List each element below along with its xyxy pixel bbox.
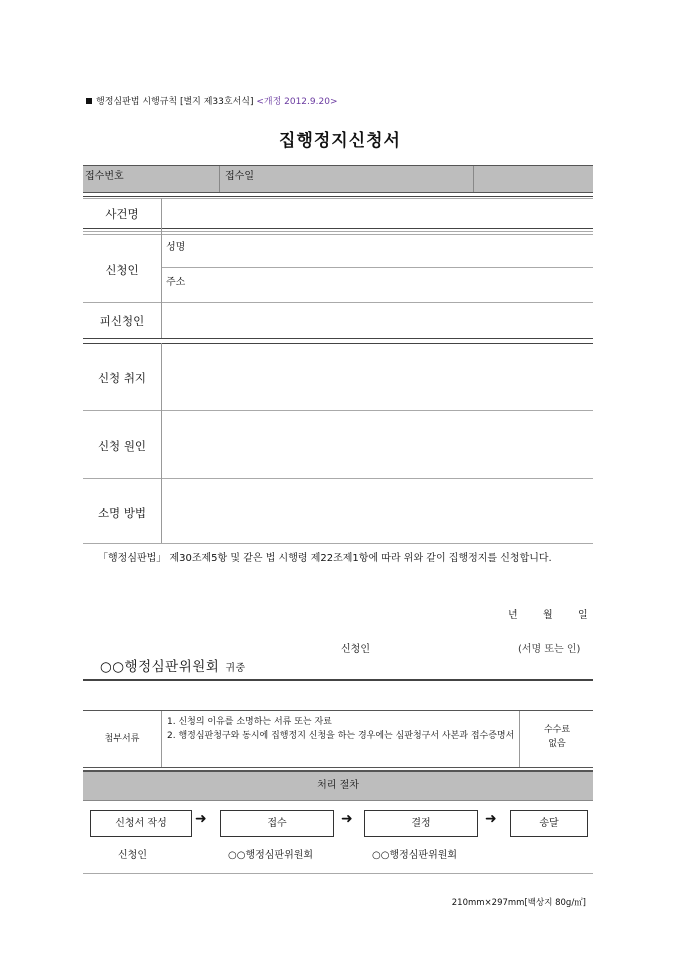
step-decision: 결정 (364, 810, 478, 837)
procedure-header: 처리 절차 (83, 770, 593, 801)
divider (83, 543, 593, 544)
case-name-label: 사건명 (105, 207, 139, 221)
square-bullet-icon (86, 98, 92, 104)
divider (83, 231, 593, 232)
divider (161, 711, 162, 767)
committee-addressee (100, 655, 246, 675)
divider (161, 343, 162, 543)
cause-label: 신청 원인 (97, 439, 147, 453)
applicant-label: 신청인 (105, 263, 139, 277)
divider (83, 338, 593, 339)
fee-label: 수수료 (543, 725, 571, 735)
step-reception: 접수 (220, 810, 334, 837)
divider (473, 166, 474, 192)
purpose-label: 신청 취지 (97, 371, 147, 385)
application-statement: 「행정심판법」 제30조제5항 및 같은 법 시행령 제22조제1항에 따라 위와 같이 집행정지를 신청합니다. (98, 553, 552, 564)
divider (161, 198, 162, 338)
actor-committee: ○○행정심판위원회 (372, 850, 458, 861)
date-month: 월 (543, 610, 553, 621)
divider (83, 679, 593, 681)
paper-spec: 210mm×297mm[백상지 80g/㎡] (451, 898, 586, 908)
step-delivery: 송달 (510, 810, 588, 837)
divider (83, 343, 593, 344)
divider (83, 873, 593, 874)
document-title: 집행정지신청서 (279, 131, 401, 151)
date-day: 일 (578, 610, 588, 621)
committee-name: ○○행정심판위원회 (100, 659, 220, 675)
divider (83, 196, 593, 197)
arrow-right-icon: ➜ (485, 811, 497, 827)
arrow-right-icon: ➜ (195, 811, 207, 827)
form-reference-note (86, 94, 337, 107)
divider (161, 267, 593, 268)
divider (83, 228, 593, 229)
reception-bar (83, 165, 593, 193)
attachment-item: 2. 행정심판청구와 동시에 집행정지 신청을 하는 경우에는 심판청구서 사본과 접수증명서 (167, 731, 515, 741)
divider (83, 478, 593, 479)
committee-suffix: 귀중 (225, 663, 246, 674)
attachments-list (167, 715, 517, 743)
actor-committee: ○○행정심판위원회 (228, 850, 314, 861)
signature-label: 신청인 (341, 644, 370, 655)
date-year: 년 (508, 610, 518, 621)
reception-number-label: 접수번호 (85, 171, 124, 182)
proof-label: 소명 방법 (97, 506, 147, 520)
divider (519, 711, 520, 767)
attachments-label: 첨부서류 (104, 734, 140, 744)
fee-value: 없음 (548, 739, 566, 749)
reception-date-label: 접수일 (225, 171, 254, 182)
signature-hint: (서명 또는 인) (518, 644, 581, 655)
divider (83, 234, 593, 235)
step-write-application: 신청서 작성 (90, 810, 192, 837)
divider (83, 302, 593, 303)
arrow-right-icon: ➜ (341, 811, 353, 827)
form-reference-text: 행정심판법 시행규칙 [별지 제33호서식] (96, 97, 254, 107)
divider (83, 410, 593, 411)
respondent-label: 피신청인 (99, 314, 145, 328)
fee-cell (521, 723, 593, 751)
actor-applicant: 신청인 (118, 850, 147, 861)
divider (219, 166, 220, 192)
applicant-name-label: 성명 (166, 242, 186, 253)
applicant-address-label: 주소 (166, 277, 186, 288)
attachment-item: 1. 신청의 이유를 소명하는 서류 또는 자료 (167, 717, 332, 727)
divider (83, 198, 593, 199)
revision-note: <개정 2012.9.20> (256, 97, 338, 107)
attachments-table (83, 710, 593, 768)
